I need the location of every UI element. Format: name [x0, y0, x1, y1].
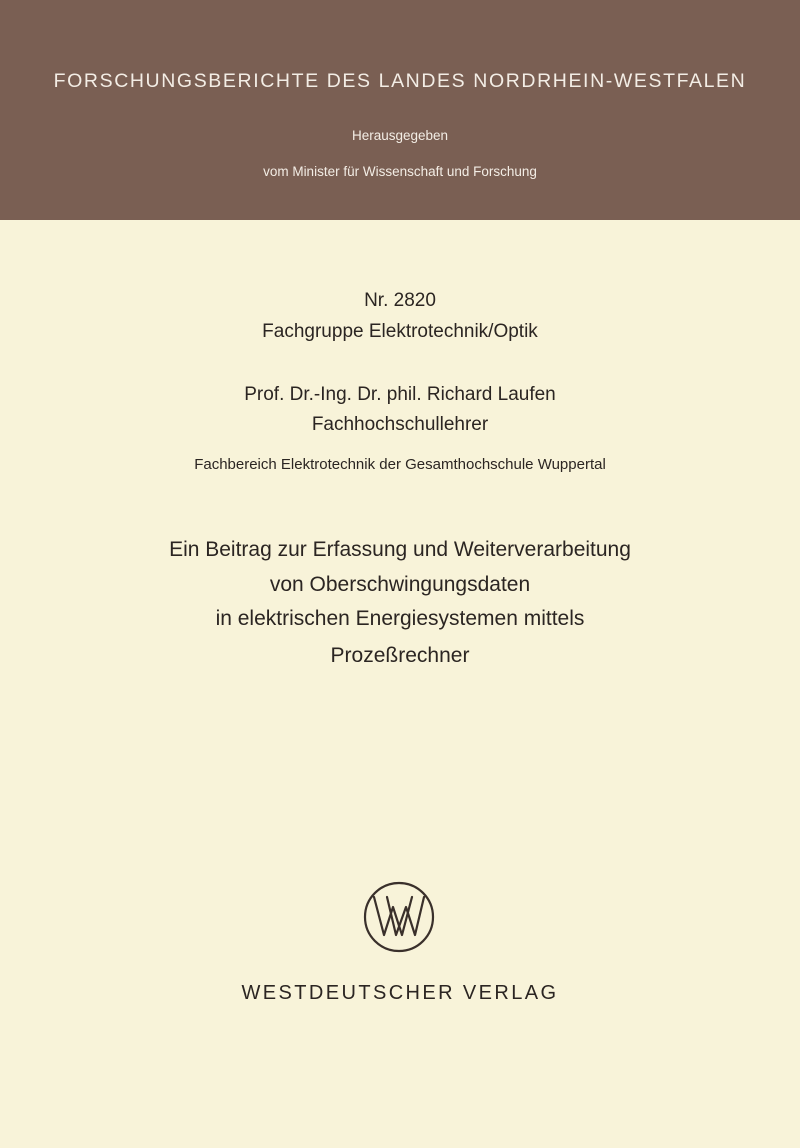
- author-role: Fachhochschullehrer: [311, 414, 489, 435]
- report-group: Fachgruppe Elektrotechnik/Optik: [262, 321, 538, 342]
- report-number: Nr. 2820: [364, 290, 436, 311]
- publisher-name: WESTDEUTSCHER VERLAG: [241, 982, 559, 1004]
- series-title: FORSCHUNGSBERICHTE DES LANDES NORDRHEIN-WESTFALEN: [53, 70, 747, 92]
- title-line: Ein Beitrag zur Erfassung und Weiterverarbeitung: [169, 538, 631, 561]
- editor-label: Herausgegeben: [351, 128, 449, 143]
- editor-name: vom Minister für Wissenschaft und Forschung: [263, 164, 537, 179]
- title-line: in elektrischen Energiesystemen mittels: [215, 607, 585, 630]
- wv-monogram-logo-icon: [362, 880, 436, 954]
- author-name: Prof. Dr.-Ing. Dr. phil. Richard Laufen: [244, 384, 556, 405]
- header-band: [0, 0, 800, 220]
- title-line: von Oberschwingungsdaten: [269, 573, 531, 596]
- author-affiliation: Fachbereich Elektrotechnik der Gesamthochschule Wuppertal: [194, 456, 606, 473]
- title-line: Prozeßrechner: [330, 644, 470, 667]
